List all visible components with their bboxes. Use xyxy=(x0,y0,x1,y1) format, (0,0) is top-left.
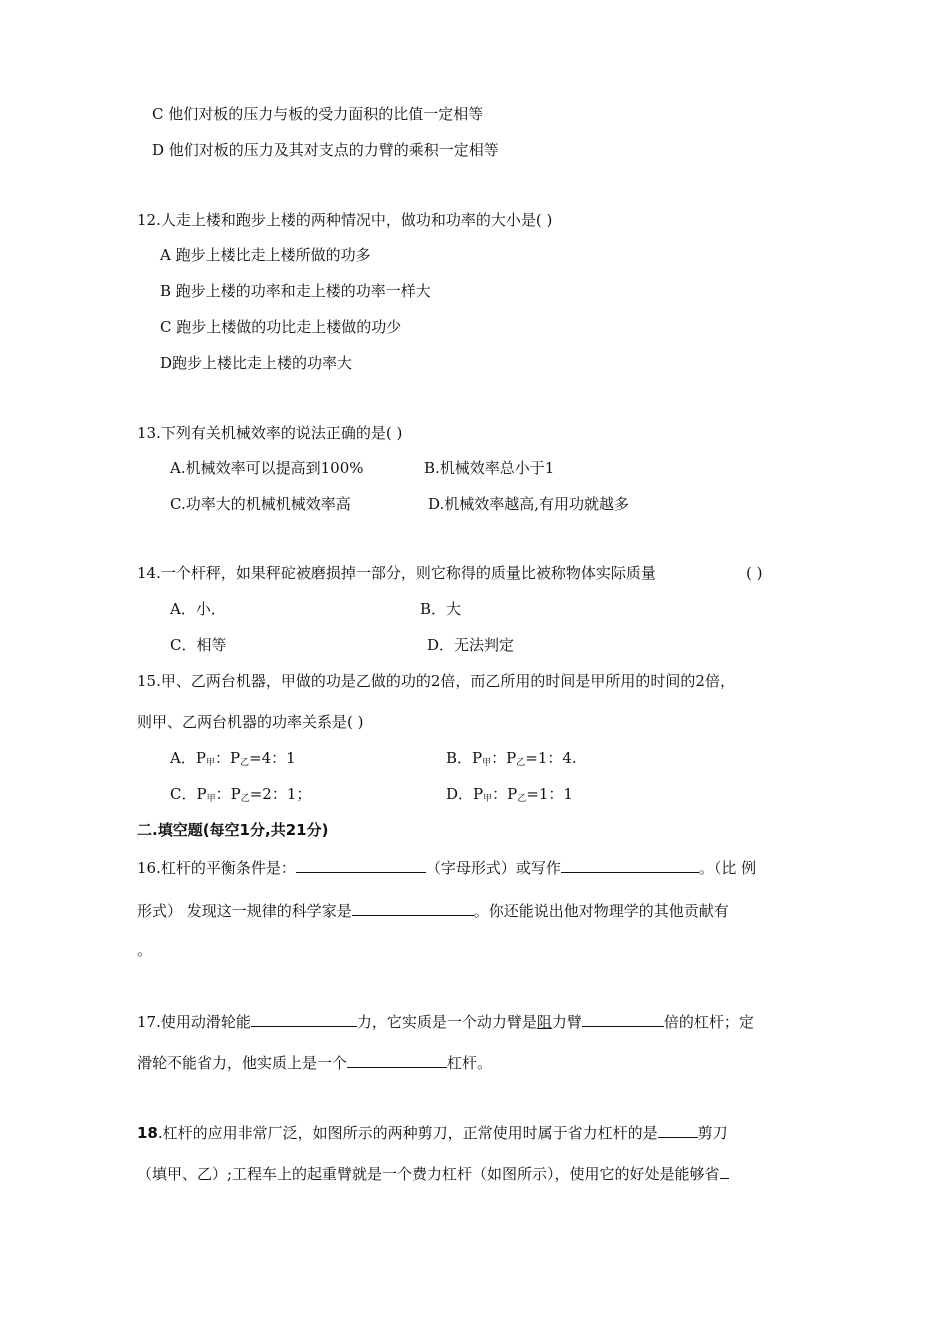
q15-stem-line1: 15.甲、乙两台机器，甲做的功是乙做的功的2倍，而乙所用的时间是甲所用的时间的2倍， xyxy=(137,672,735,690)
q15-option-b xyxy=(446,748,577,773)
q16-text-2: （字母形式）或写作 xyxy=(425,859,561,877)
q18-blank-1[interactable] xyxy=(658,1121,698,1138)
q14-option-c: C．相等 xyxy=(170,636,227,654)
q18-line2 xyxy=(137,1162,729,1184)
q15-option-c-sub2: 乙 xyxy=(240,794,250,804)
q15-option-c-post: =2：1； xyxy=(249,785,312,803)
q15-option-c-pre: C．P xyxy=(170,785,207,803)
q18-line1 xyxy=(137,1121,728,1143)
q15-option-d-mid: ：P xyxy=(492,785,518,803)
q17-text-3: 倍的杠杆；定 xyxy=(663,1013,754,1031)
q12-option-c: C 跑步上楼做的功比走上楼做的功少 xyxy=(160,318,402,336)
q15-option-a-sub2: 乙 xyxy=(240,758,250,768)
q12-option-d: D跑步上楼比走上楼的功率大 xyxy=(160,354,353,372)
q15-option-b-sub1: 甲 xyxy=(482,758,492,768)
q11-option-c: C 他们对板的压力与板的受力面积的比值一定相等 xyxy=(152,105,484,123)
q18-text-3: （填甲、乙）;工程车上的起重臂就是一个费力杠杆（如图所示），使用它的好处是能够省 xyxy=(137,1165,720,1183)
q15-option-d-sub1: 甲 xyxy=(483,794,493,804)
q17-text-2b: 力臂 xyxy=(551,1013,582,1031)
q17-text-2-underlined: 阻 xyxy=(536,1013,552,1031)
q15-stem-line2: 则甲、乙两台机器的功率关系是( ) xyxy=(137,713,364,731)
q15-option-d-sub2: 乙 xyxy=(517,794,527,804)
q15-option-b-pre: B．P xyxy=(446,749,483,767)
q17-line2 xyxy=(137,1051,492,1073)
q13-option-a: A.机械效率可以提高到100% xyxy=(170,459,364,477)
q14-option-a: A．小． xyxy=(170,600,226,618)
q15-option-a-sub1: 甲 xyxy=(205,758,215,768)
q18-text-2: 剪刀 xyxy=(697,1124,728,1142)
q14-answer-paren: ( ) xyxy=(746,564,763,582)
q15-option-a-pre: A．P xyxy=(170,749,206,767)
q13-option-b: B.机械效率总小于1 xyxy=(424,459,555,477)
q16-line1 xyxy=(137,856,756,878)
q15-option-c-sub1: 甲 xyxy=(206,794,216,804)
q16-text-3: 。（比 例 xyxy=(698,859,757,877)
q14-stem: 14.一个杆秤，如果秤砣被磨损掉一部分，则它称得的质量比被称物体实际质量 xyxy=(137,564,656,582)
q17-text-5: 杠杆。 xyxy=(447,1054,493,1072)
q18-blank-2[interactable] xyxy=(720,1162,729,1179)
q12-option-a: A 跑步上楼比走上楼所做的功多 xyxy=(160,246,371,264)
q14-option-b: B．大 xyxy=(420,600,462,618)
q17-text-2: 力，它实质是一个动力臂是 xyxy=(356,1013,537,1031)
q14-option-d: D．无法判定 xyxy=(427,636,515,654)
q17-line1 xyxy=(137,1010,754,1032)
q16-text-1: 16.杠杆的平衡条件是： xyxy=(137,859,296,877)
q15-option-c xyxy=(170,784,311,809)
q18-text-1: .杠杆的应用非常厂泛，如图所示的两种剪刀，正常使用时属于省力杠杆的是 xyxy=(157,1124,658,1142)
q13-option-c: C.功率大的机械机械效率高 xyxy=(170,495,351,513)
q16-blank-2[interactable] xyxy=(561,856,699,873)
q16-line2 xyxy=(137,899,729,921)
q15-option-d-post: =1：1 xyxy=(526,785,573,803)
q15-option-a xyxy=(170,748,296,773)
q15-option-b-sub2: 乙 xyxy=(516,758,526,768)
q16-text-5: 。你还能说出他对物理学的其他贡献有 xyxy=(473,902,729,920)
q17-text-1: 17.使用动滑轮能 xyxy=(137,1013,251,1031)
q18-number: 18 xyxy=(137,1124,158,1142)
q17-blank-1[interactable] xyxy=(251,1010,357,1027)
q17-text-4: 滑轮不能省力，他实质上是一个 xyxy=(137,1054,348,1072)
q15-option-a-post: =4：1 xyxy=(249,749,296,767)
q15-option-b-post: =1：4. xyxy=(525,749,577,767)
q16-text-4: 形式） 发现这一规律的科学家是 xyxy=(137,902,352,920)
q12-option-b: B 跑步上楼的功率和走上楼的功率一样大 xyxy=(160,282,431,300)
q16-blank-1[interactable] xyxy=(296,856,426,873)
q15-option-d xyxy=(446,784,573,809)
q11-option-d: D 他们对板的压力及其对支点的力臂的乘积一定相等 xyxy=(152,141,499,159)
q12-stem: 12.人走上楼和跑步上楼的两种情况中，做功和功率的大小是( ) xyxy=(137,211,553,229)
q13-option-d: D.机械效率越高,有用功就越多 xyxy=(428,495,630,513)
q15-option-b-mid: ：P xyxy=(491,749,517,767)
q16-blank-3[interactable] xyxy=(352,899,474,916)
q16-line3: 。 xyxy=(137,941,153,959)
section-2-heading: 二.填空题(每空1分,共21分) xyxy=(137,821,329,839)
q13-stem: 13.下列有关机械效率的说法正确的是( ) xyxy=(137,424,403,442)
q15-option-c-mid: ：P xyxy=(215,785,241,803)
q15-option-a-mid: ：P xyxy=(214,749,241,767)
q17-blank-2[interactable] xyxy=(582,1010,664,1027)
q17-blank-3[interactable] xyxy=(347,1051,447,1068)
q15-option-d-pre: D．P xyxy=(446,785,484,803)
